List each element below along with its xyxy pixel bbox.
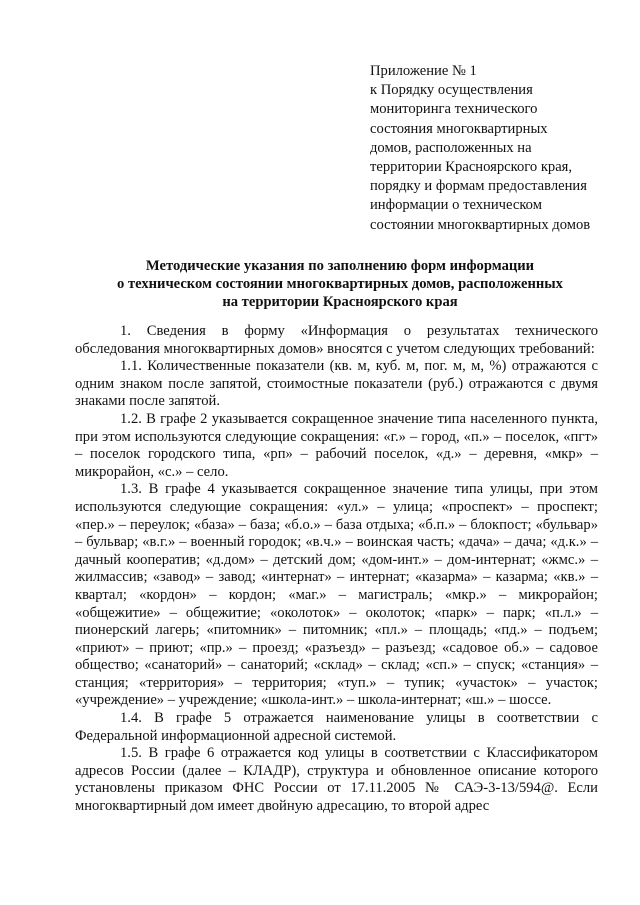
document-body: [75, 323, 598, 816]
paragraph-1-3: 1.3. В графе 4 указывается сокращенное значение типа улицы, при этом используются следующие сокращения: «ул.» – улица; «проспект» – проспект; «пер.» – переулок; «база» – база; «б.о.» – база отдыха; «б.п.» – блокпост; «бульвар» – бульвар; «в.г.» – военный городок; «в.ч.» – воинская часть; «дача» – дача; «д.к.» – дачный кооператив; «д.дом» – детский дом; «дом-инт.» – дом-интернат; «жмс.» – жилмассив; «завод» – завод; «интернат» – интернат; «казарма» – казарма; «кв.» – квартал; «кордон» – кордон; «маг.» – магистраль; «мкр.» – микрорайон; «общежитие» – общежитие; «околоток» – околоток; «парк» – парк; «п.л.» – пионерский лагерь; «питомник» – питомник; «пл.» – площадь; «пд.» – подъем; «приют» – приют; «пр.» – проезд; «разъезд» – разъезд; «садовое об.» – садовое общество; «санаторий» – санаторий; «склад» – склад; «сп.» – спуск; «станция» – станция; «территория» – территория; «туп.» – тупик; «участок» – участок; «учреждение» – учреждение; «школа-инт.» – школа-интернат; «ш.» – шоссе.: [75, 481, 598, 709]
title-line: о техническом состоянии многоквартирных домов, расположенных: [117, 276, 563, 292]
title-line: Методические указания по заполнению форм информации: [145, 258, 535, 274]
appendix-line: территории Красноярского края,: [370, 159, 573, 176]
appendix-line: информации о техническом: [370, 197, 542, 214]
paragraph-1-4: 1.4. В графе 5 отражается наименование улицы в соответствии с Федеральной информационной адресной системой.: [75, 710, 598, 744]
appendix-line: к Порядку осуществления: [370, 82, 533, 99]
appendix-line: Приложение № 1: [370, 63, 477, 79]
appendix-line: состояния многоквартирных: [370, 120, 548, 137]
appendix-line: домов, расположенных на: [370, 139, 532, 156]
paragraph-1-2: 1.2. В графе 2 указывается сокращенное значение типа населенного пункта, при этом используются следующие сокращения: «г.» – город, «п.» – поселок, «пгт» – поселок городского типа, «рп» – рабочий поселок, «д.» – деревня, «мкр» – микрорайон, «с.» – село.: [75, 410, 598, 480]
appendix-line: состоянии многоквартирных домов: [370, 216, 591, 233]
appendix-line: мониторинга технического: [370, 101, 538, 118]
paragraph-1-1: 1.1. Количественные показатели (кв. м, куб. м, пог. м, м, %) отражаются с одним знаком после запятой, стоимостные показатели (руб.) отражаются с двумя знаками после запятой.: [75, 358, 598, 410]
paragraph-1: 1. Сведения в форму «Информация о результатах технического обследования многоквартирных домов» вносятся с учетом следующих требований:: [75, 323, 598, 357]
title-line: на территории Красноярского края: [222, 294, 458, 310]
paragraph-1-5: 1.5. В графе 6 отражается код улицы в соответствии с Классификатором адресов России (далее – КЛАДР), структура и обновленное описание которого установлены приказом ФНС России от 17.11.2005 № САЭ-3-13/594@. Если многоквартирный дом имеет двойную адресацию, то второй адрес: [75, 745, 598, 815]
appendix-line: порядку и формам предоставления: [370, 178, 587, 195]
appendix-header: [370, 62, 620, 235]
document-title: [70, 257, 610, 311]
